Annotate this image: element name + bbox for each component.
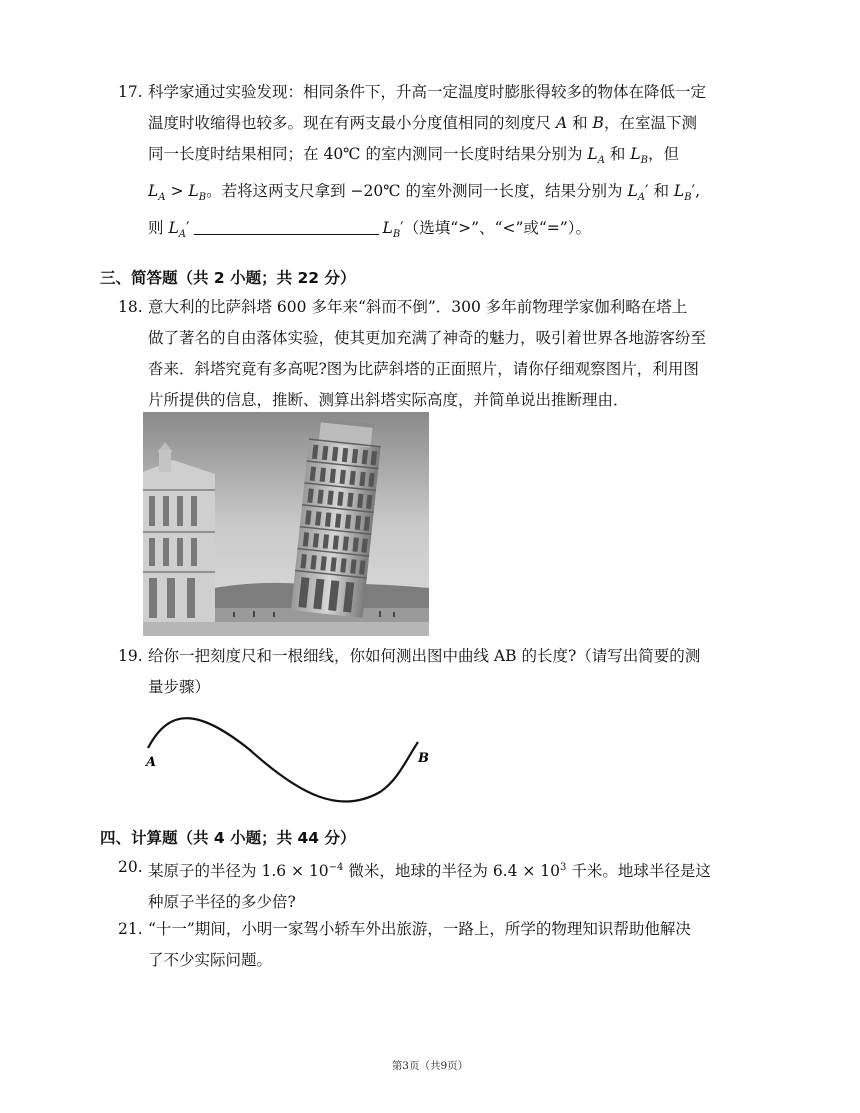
question-text [120,77,760,250]
point-a-label: A [146,755,157,770]
question-17 [120,77,760,250]
question-text: 某原子的半径为 $1.6 \times 10^{-4}$ 微米，地球的半径为 $6.4 \times 10^3$ 千米。地球半径是这 种原子半径的多少倍? [148,862,711,912]
question-number: 18. [118,298,143,316]
question-text: 意大利的比萨斜塔 600 多年来“斜而不倒”．300 多年前物理学家伽利略在塔上 做了著名的自由落体实验，使其更加充满了神奇的魅力，吸引着世界各地游客纷至 沓来．斜塔究竟有多高呢?图为比萨斜塔的正面照片，请你仔细观察图片，利用图 片所提供的信息，推断、测算出斜塔实际高度，并简单说出推断理由． [148,298,707,409]
question-21 [120,914,760,976]
section-heading-3: 三、简答题（共 2 小题；共 22 分） [100,269,356,287]
leaning-tower-photo [143,412,429,636]
q17-line5: 则 $L_A'$ $L_B'$（选填“>”、“<”或“=”）。 [148,219,591,241]
question-20 [120,852,760,918]
question-number: 17. [118,83,143,101]
question-text: “十一”期间，小明一家驾小轿车外出旅游，一路上，所学的物理知识帮助他解决 了不少实际问题。 [148,920,691,969]
question-19 [120,641,760,703]
section-heading-4: 四、计算题（共 4 小题；共 44 分） [100,829,356,847]
q17-line3: 同一长度时结果相同；在 40℃ 的室内测同一长度时结果分别为 $L_A$ 和 $L_B$，但 [148,145,679,167]
question-number: 21. [118,920,143,938]
curve-ab [148,718,418,801]
question-18 [120,292,760,416]
question-number: 20. [118,858,143,876]
page-footer: 第3页（共9页） [391,1060,469,1072]
q17-line1: 科学家通过实验发现：相同条件下，升高一定温度时膨胀得较多的物体在降低一定 [148,83,707,101]
question-text: 给你一把刻度尺和一根细线，你如何测出图中曲线 AB 的长度?（请写出简要的测 量步骤） [148,647,701,696]
q17-line4: $L_A > L_B$。若将这两支尺拿到 −20℃ 的室外测同一长度，结果分别为 $L_A'$ 和 $L_B'$, [148,182,701,204]
answer-blank[interactable] [194,218,379,235]
point-b-label: B [418,751,429,766]
q17-line2: 温度时收缩得也较多。现在有两支最小分度值相同的刻度尺 A 和 B，在室温下测 [148,114,697,132]
curve-ab-figure [140,700,440,815]
question-number: 19. [118,647,143,665]
